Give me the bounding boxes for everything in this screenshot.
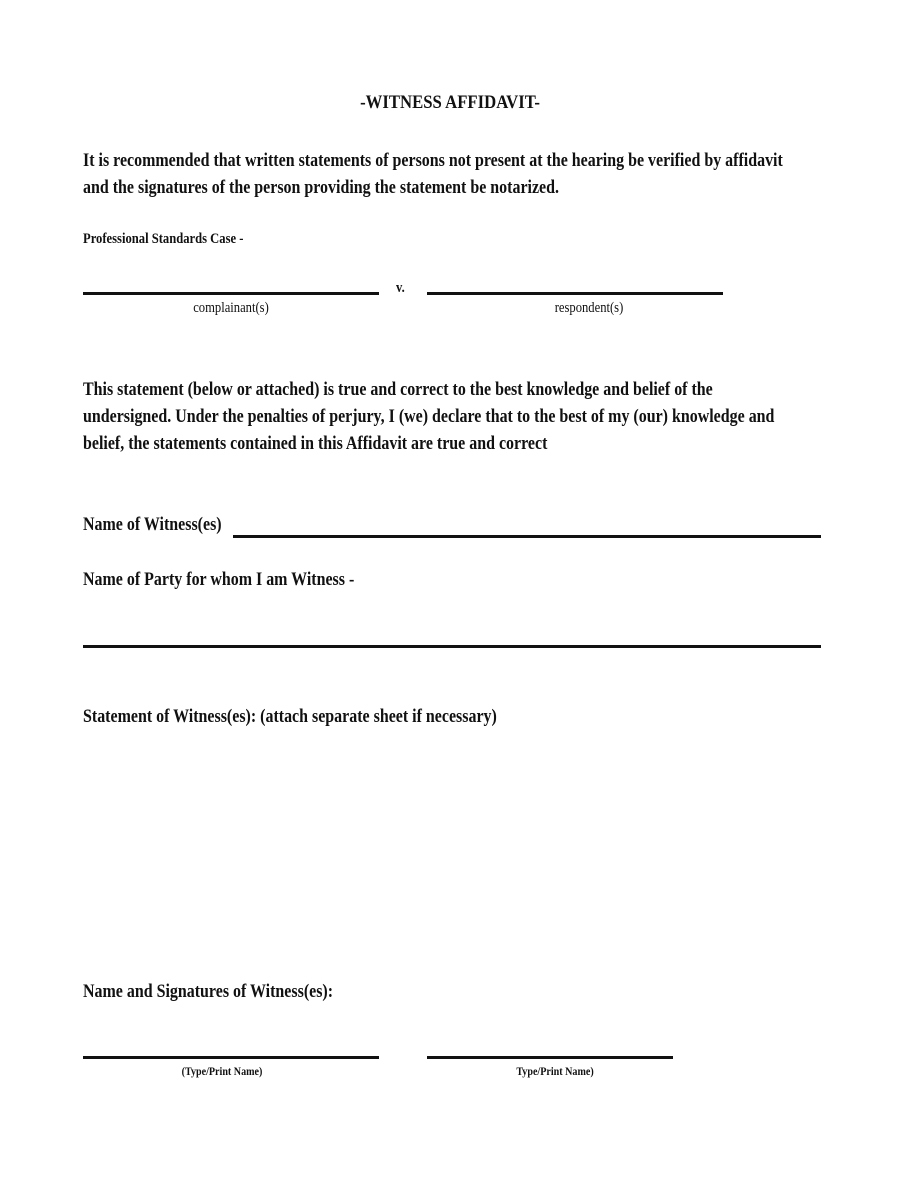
declaration-line-1: This statement (below or attached) is true and correct to the best knowledge and belief of the [83,379,713,400]
complainant-line[interactable] [83,292,379,295]
signature-line-1[interactable] [83,1056,379,1059]
intro-line-1: It is recommended that written statements of persons not present at the hearing be verified by affidavit [83,150,783,171]
document-title: -WITNESS AFFIDAVIT- [360,92,540,113]
complainant-caption: complainant(s) [193,300,269,316]
signatures-label: Name and Signatures of Witness(es): [83,981,334,1002]
case-label: Professional Standards Case - [83,231,244,247]
declaration-paragraph [83,376,839,457]
signature-caption-2: Type/Print Name) [516,1064,594,1078]
party-label: Name of Party for whom I am Witness - [83,569,355,590]
versus-label: v. [396,280,405,296]
declaration-line-3: belief, the statements contained in this Affidavit are true and correct [83,433,548,454]
signature-caption-1: (Type/Print Name) [181,1064,263,1078]
intro-paragraph [83,147,839,201]
declaration-line-2: undersigned. Under the penalties of perjury, I (we) declare that to the best of my (our) knowledge and [83,406,775,427]
witness-name-line[interactable] [233,535,821,538]
respondent-caption: respondent(s) [554,300,624,316]
respondent-line[interactable] [427,292,723,295]
signature-line-2[interactable] [427,1056,673,1059]
party-line[interactable] [83,645,821,648]
intro-line-2: and the signatures of the person providing the statement be notarized. [83,177,560,198]
statement-label: Statement of Witness(es): (attach separate sheet if necessary) [83,706,497,727]
witness-name-label: Name of Witness(es) [83,514,222,535]
